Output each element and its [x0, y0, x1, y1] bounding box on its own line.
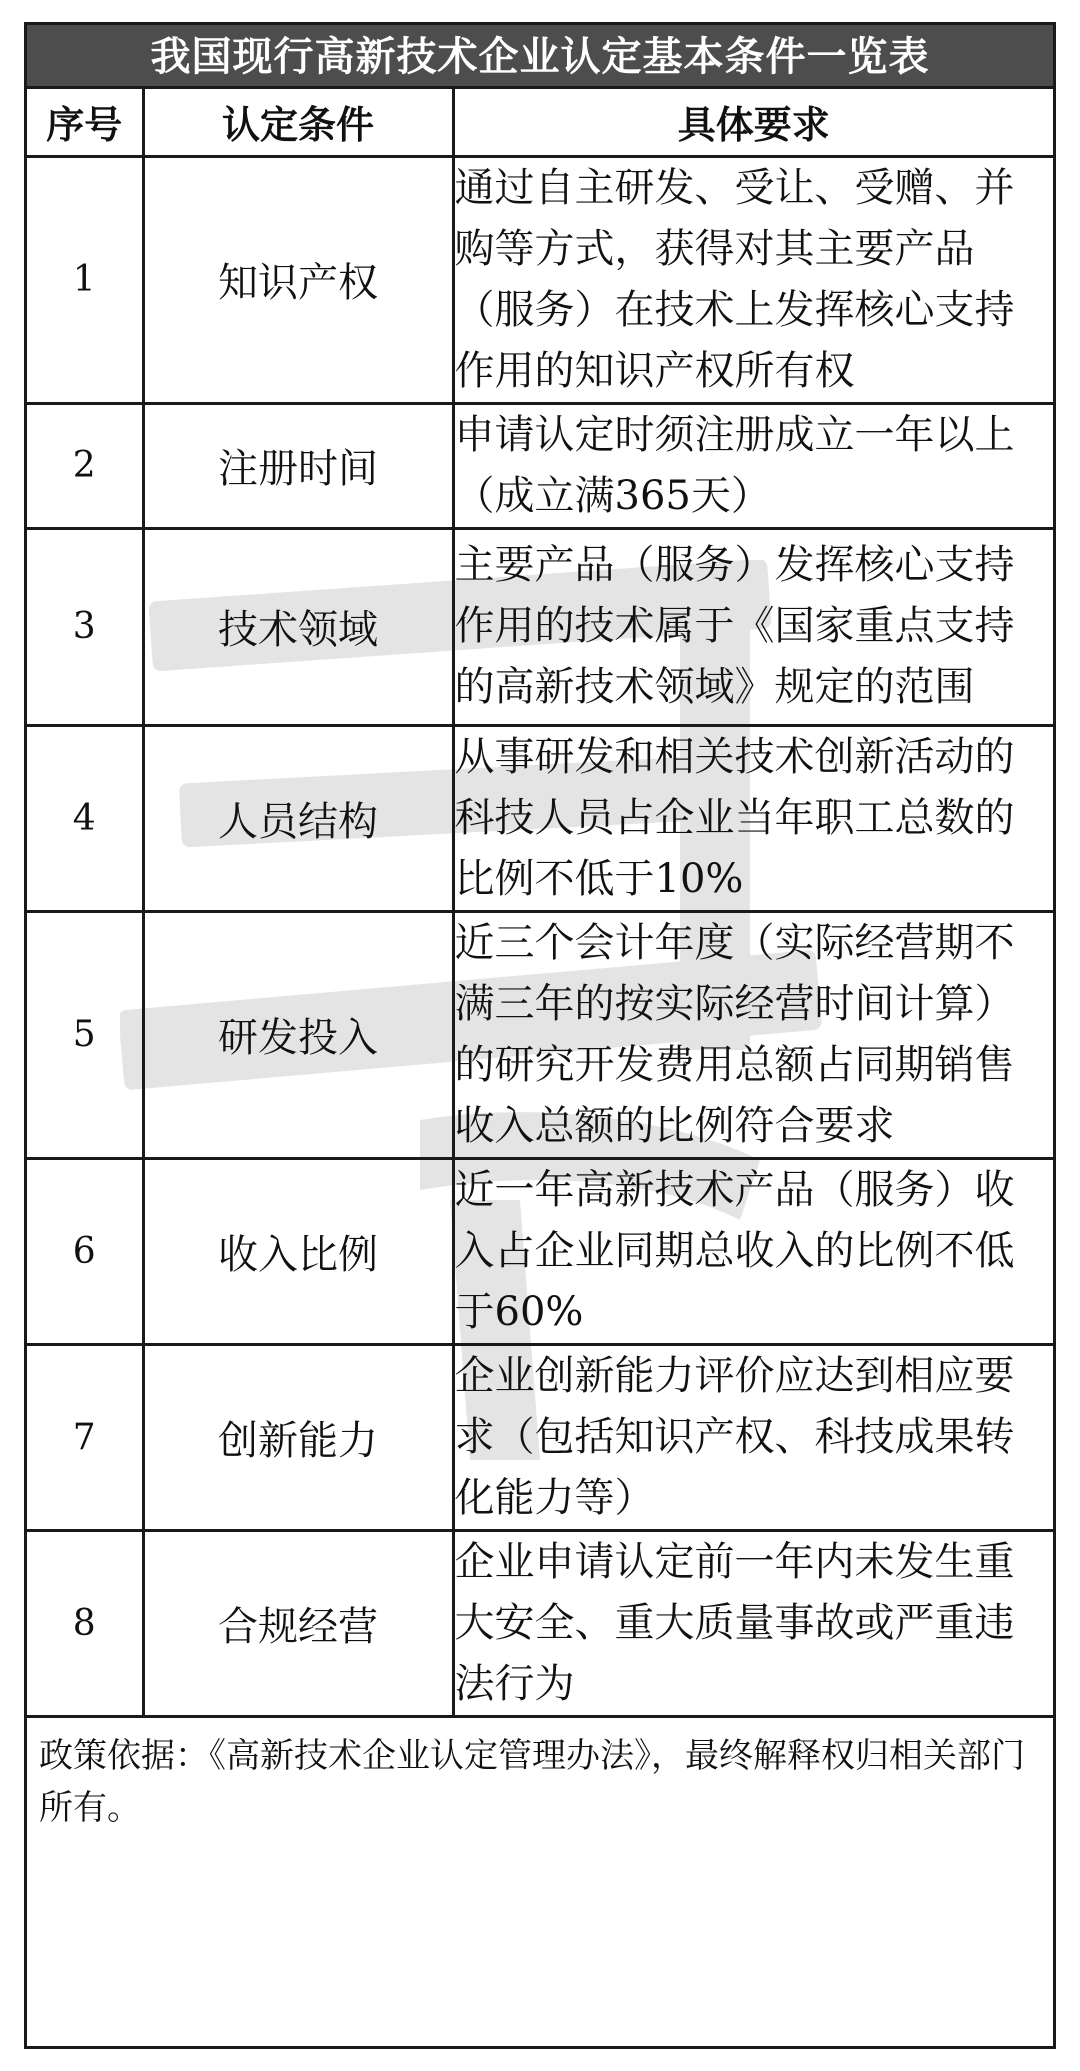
row-condition: 合规经营 [143, 1530, 453, 1716]
footer-row [27, 1716, 1053, 1846]
row-no: 7 [27, 1344, 143, 1530]
row-condition: 创新能力 [143, 1344, 453, 1530]
table-row [27, 1158, 1053, 1344]
table-row [27, 725, 1053, 911]
conditions-table [27, 89, 1053, 1846]
row-condition: 人员结构 [143, 725, 453, 911]
row-requirement: 近一年高新技术产品（服务）收入占企业同期总收入的比例不低于60% [453, 1158, 1053, 1344]
row-condition: 技术领域 [143, 528, 453, 725]
table-row [27, 911, 1053, 1158]
row-no: 6 [27, 1158, 143, 1344]
row-requirement: 通过自主研发、受让、受赠、并购等方式，获得对其主要产品（服务）在技术上发挥核心支持作用的知识产权所有权 [453, 156, 1053, 403]
table-row [27, 156, 1053, 403]
row-requirement: 企业创新能力评价应达到相应要求（包括知识产权、科技成果转化能力等） [453, 1344, 1053, 1530]
row-no: 4 [27, 725, 143, 911]
row-no: 5 [27, 911, 143, 1158]
header-row [27, 89, 1053, 156]
row-requirement: 主要产品（服务）发挥核心支持作用的技术属于《国家重点支持的高新技术领域》规定的范围 [453, 528, 1053, 725]
row-requirement: 从事研发和相关技术创新活动的科技人员占企业当年职工总数的比例不低于10% [453, 725, 1053, 911]
column-header-no: 序号 [27, 89, 143, 156]
table-title: 我国现行高新技术企业认定基本条件一览表 [27, 25, 1053, 89]
row-condition: 研发投入 [143, 911, 453, 1158]
row-no: 1 [27, 156, 143, 403]
table-row [27, 1344, 1053, 1530]
policy-footnote: 政策依据：《高新技术企业认定管理办法》，最终解释权归相关部门所有。 [27, 1716, 1053, 1846]
policy-table-sheet [24, 22, 1056, 2049]
row-condition: 收入比例 [143, 1158, 453, 1344]
row-requirement: 企业申请认定前一年内未发生重大安全、重大质量事故或严重违法行为 [453, 1530, 1053, 1716]
row-no: 3 [27, 528, 143, 725]
row-requirement: 近三个会计年度（实际经营期不满三年的按实际经营时间计算）的研究开发费用总额占同期销售收入总额的比例符合要求 [453, 911, 1053, 1158]
row-requirement: 申请认定时须注册成立一年以上（成立满365天） [453, 403, 1053, 528]
row-condition: 知识产权 [143, 156, 453, 403]
table-row [27, 1530, 1053, 1716]
row-no: 2 [27, 403, 143, 528]
column-header-requirement: 具体要求 [453, 89, 1053, 156]
row-no: 8 [27, 1530, 143, 1716]
column-header-condition: 认定条件 [143, 89, 453, 156]
table-row [27, 403, 1053, 528]
table-row [27, 528, 1053, 725]
row-condition: 注册时间 [143, 403, 453, 528]
